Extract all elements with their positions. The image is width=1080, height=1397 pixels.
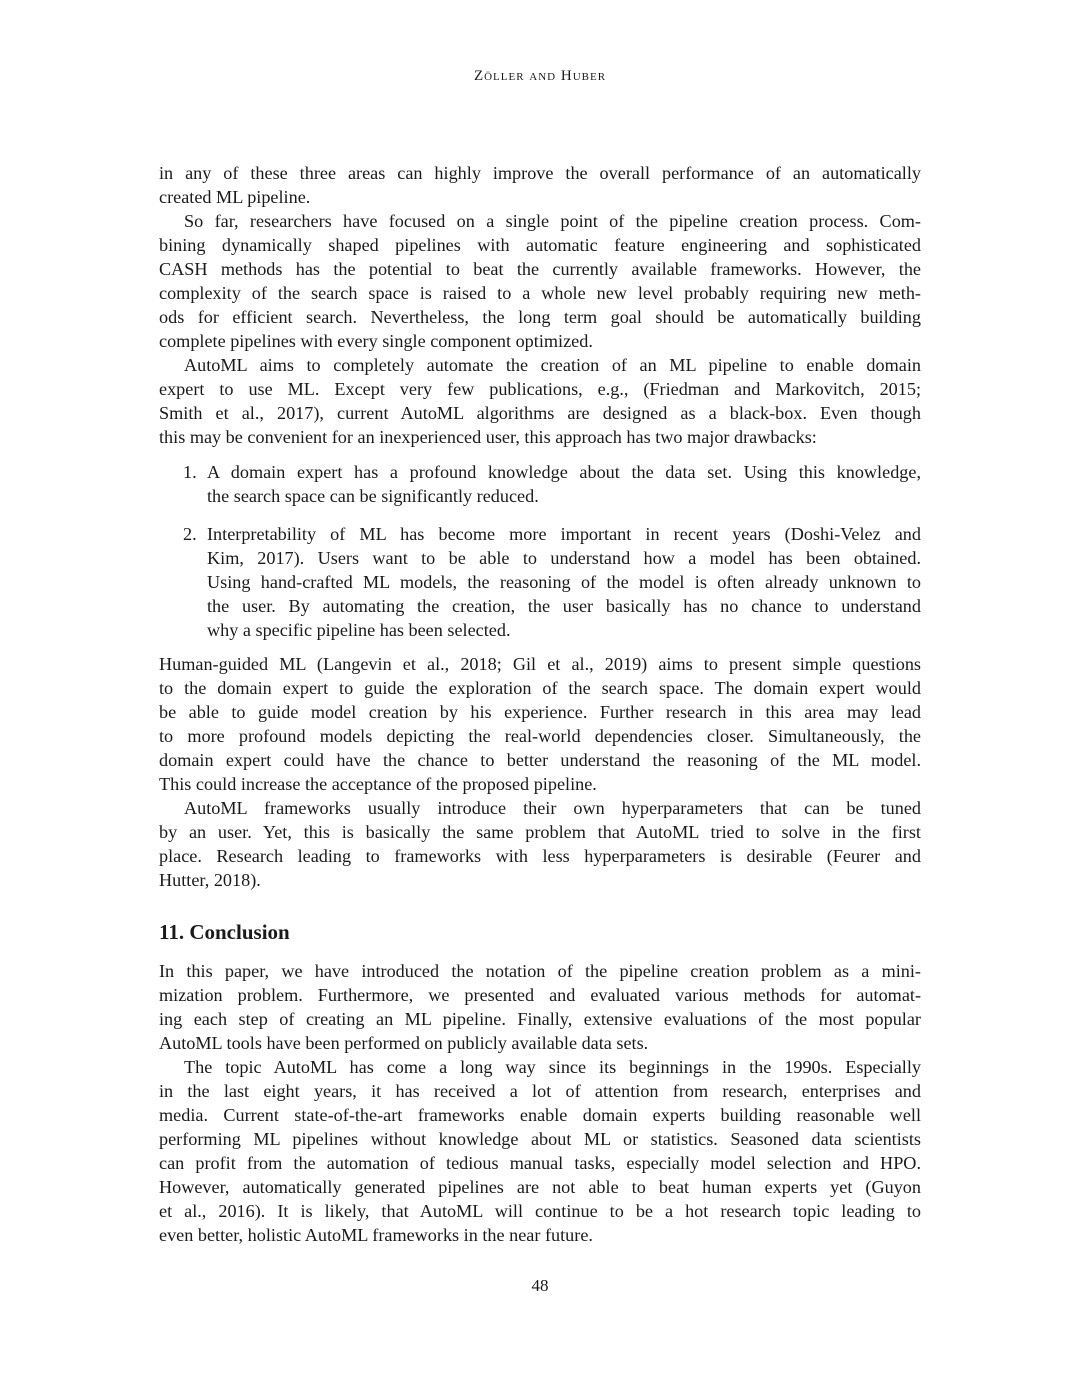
text-line: Kim, 2017). Users want to be able to understand how a model has been obtained. [207,548,921,568]
text-line: domain expert could have the chance to better understand the reasoning of the ML model. [159,750,921,770]
text-line: Smith et al., 2017), current AutoML algorithms are designed as a black-box. Even though [159,403,921,423]
text-line: Hutter, 2018). [159,870,261,890]
text-line: complexity of the search space is raised to a whole new level probably requiring new meth- [159,283,921,303]
text-line: ods for efficient search. Nevertheless, the long term goal should be automatically building [159,307,921,327]
text-line: This could increase the acceptance of the proposed pipeline. [159,774,597,794]
text-line: Using hand-crafted ML models, the reasoning of the model is often already unknown to [207,572,921,592]
text-line: media. Current state-of-the-art frameworks enable domain experts building reasonable well [159,1105,921,1125]
text-line: in the last eight years, it has received a lot of attention from research, enterprises and [159,1081,921,1101]
page-number: 48 [531,1276,549,1295]
text-line: A domain expert has a profound knowledge about the data set. Using this knowledge, [207,462,921,482]
text-line: why a specific pipeline has been selected. [207,620,511,640]
paragraph [159,161,921,209]
text-line: complete pipelines with every single component optimized. [159,331,593,351]
list-number: 1. [183,462,197,482]
text-line: CASH methods has the potential to beat the currently available frameworks. However, the [159,259,921,279]
section-heading: 11. Conclusion [159,920,290,944]
running-header: Zöller and Huber [473,68,607,84]
list-item [159,460,921,508]
text-line: et al., 2016). It is likely, that AutoML will continue to be a hot research topic leading to [159,1201,921,1221]
paragraph [159,209,921,353]
text-line: created ML pipeline. [159,187,311,207]
text-line: Interpretability of ML has become more important in recent years (Doshi-Velez and [207,524,921,544]
text-line: even better, holistic AutoML frameworks in the near future. [159,1225,593,1245]
text-line: in any of these three areas can highly improve the overall performance of an automatically [159,163,921,183]
text-line: expert to use ML. Except very few publications, e.g., (Friedman and Markovitch, 2015; [159,379,921,399]
text-line: place. Research leading to frameworks with less hyperparameters is desirable (Feurer and [159,846,921,866]
text-line: bining dynamically shaped pipelines with automatic feature engineering and sophisticated [159,235,921,255]
list-item [159,522,921,642]
text-line: Human-guided ML (Langevin et al., 2018; Gil et al., 2019) aims to present simple questions [159,654,921,674]
paragraph [159,1055,921,1247]
text-line: can profit from the automation of tedious manual tasks, especially model selection and HPO. [159,1153,921,1173]
list-number: 2. [183,524,197,544]
text-line: to the domain expert to guide the exploration of the search space. The domain expert would [159,678,921,698]
paragraph [159,353,921,449]
text-line: So far, researchers have focused on a single point of the pipeline creation process. Com- [184,211,921,231]
text-line: AutoML aims to completely automate the creation of an ML pipeline to enable domain [184,355,921,375]
paragraph [159,796,921,892]
text-line: be able to guide model creation by his experience. Further research in this area may lead [159,702,921,722]
text-line: mization problem. Furthermore, we presented and evaluated various methods for automat- [159,985,921,1005]
paragraph [159,959,921,1055]
text-line: performing ML pipelines without knowledge about ML or statistics. Seasoned data scientists [159,1129,921,1149]
text-line: However, automatically generated pipelines are not able to beat human experts yet (Guyon [159,1177,921,1197]
text-line: the search space can be significantly reduced. [207,486,539,506]
text-line: ing each step of creating an ML pipeline. Finally, extensive evaluations of the most popular [159,1009,921,1029]
text-line: The topic AutoML has come a long way since its beginnings in the 1990s. Especially [184,1057,921,1077]
text-line: this may be convenient for an inexperienced user, this approach has two major drawbacks: [159,427,817,447]
text-line: to more profound models depicting the real-world dependencies closer. Simultaneously, the [159,726,921,746]
paragraph [159,652,921,796]
text-line: AutoML tools have been performed on publicly available data sets. [159,1033,649,1053]
text-line: In this paper, we have introduced the notation of the pipeline creation problem as a mini- [159,961,921,981]
text-line: AutoML frameworks usually introduce their own hyperparameters that can be tuned [184,798,921,818]
text-line: by an user. Yet, this is basically the same problem that AutoML tried to solve in the first [159,822,921,842]
text-line: the user. By automating the creation, the user basically has no chance to understand [207,596,921,616]
